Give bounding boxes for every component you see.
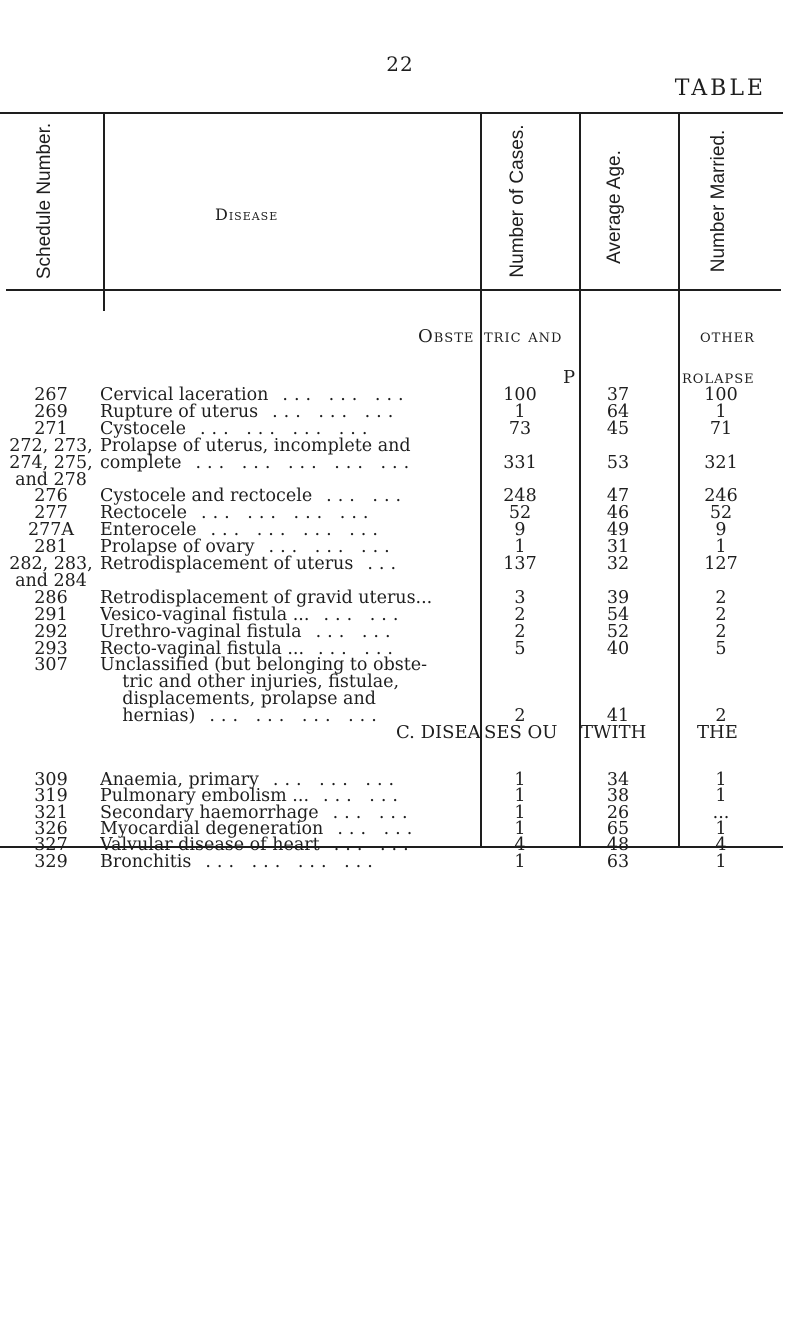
case-count: 331: [503, 452, 537, 473]
average-age: 32: [606, 554, 630, 574]
schedule-number: 307: [34, 655, 68, 676]
case-count: 1: [514, 786, 526, 807]
disease-text: Valvular disease of heart: [100, 835, 320, 856]
schedule-number: 291: [34, 604, 68, 625]
dot-leader: ... ...: [315, 621, 397, 642]
dot-leader: ... ... ...: [282, 385, 410, 405]
schedule-number: 319: [34, 786, 68, 807]
average-age: 46: [606, 503, 630, 524]
column-header-age: Average Age.: [604, 150, 625, 264]
average-age: 37: [606, 385, 630, 405]
married-count: 2: [715, 587, 727, 608]
dot-leader: ... ... ... ...: [205, 851, 379, 872]
dot-leader: ... ...: [332, 802, 414, 823]
case-count: 1: [514, 770, 526, 790]
column-header-disease: Disease: [215, 205, 279, 224]
header-rule: [6, 289, 781, 291]
disease-text: Recto-vaginal fistula ...: [100, 638, 305, 659]
case-count: 100: [503, 385, 537, 405]
schedule-number: 281: [34, 537, 68, 558]
section-heading-part: Obste: [418, 326, 475, 347]
disease-text: Secondary haemorrhage: [100, 802, 319, 823]
case-count: 4: [514, 835, 526, 856]
average-age: 39: [606, 587, 630, 608]
section-heading-part: SES OU: [484, 722, 558, 743]
column-header-schedule: Schedule Number.: [34, 122, 55, 280]
disease-text: Prolapse of uterus, incomplete and: [100, 435, 411, 456]
schedule-number: 309: [34, 770, 68, 790]
dot-leader: ... ...: [323, 604, 405, 625]
disease-text: hernias): [100, 706, 196, 727]
disease-text: displacements, prolapse and: [100, 689, 376, 710]
case-count: 5: [514, 638, 526, 659]
average-age: 26: [606, 802, 630, 823]
disease-text: Urethro-vaginal fistula: [100, 621, 302, 642]
average-age: 47: [606, 486, 630, 507]
dot-leader: ... ... ... ...: [209, 706, 383, 727]
average-age: 41: [606, 706, 630, 727]
case-count: 248: [503, 486, 537, 507]
case-count: 73: [508, 418, 532, 439]
schedule-number: and 278: [15, 469, 87, 490]
section-heading-part: TWITH: [581, 722, 647, 743]
disease-text: Myocardial degeneration: [100, 818, 324, 839]
case-count: 3: [514, 587, 526, 608]
section-heading-part: rolapse: [682, 367, 755, 388]
average-age: 64: [606, 401, 630, 422]
married-count: 2: [715, 604, 727, 625]
case-count: 1: [514, 851, 526, 872]
married-count: 1: [715, 818, 727, 839]
disease-text: Unclassified (but belonging to obste-: [100, 655, 428, 676]
married-count: ...: [712, 802, 730, 823]
disease-text: Bronchitis: [100, 851, 192, 872]
schedule-number: 327: [34, 835, 68, 856]
schedule-number: 276: [34, 486, 68, 507]
dot-leader: ... ... ... ...: [210, 520, 384, 541]
disease-text: Retrodisplacement of uterus: [100, 554, 354, 574]
case-count: 2: [514, 706, 526, 727]
married-count: 246: [704, 486, 738, 507]
disease-text: complete: [100, 452, 182, 473]
schedule-number: 329: [34, 851, 68, 872]
average-age: 65: [606, 818, 630, 839]
page-number: 22: [386, 52, 414, 76]
married-count: 100: [704, 385, 738, 405]
case-count: 1: [514, 802, 526, 823]
section-heading-part: C. DISEA: [396, 722, 481, 743]
case-count: 1: [514, 401, 526, 422]
disease-text: Vesico-vaginal fistula ...: [100, 604, 310, 625]
schedule-number: 277: [34, 503, 68, 524]
average-age: 54: [606, 604, 630, 625]
disease-text: Enterocele: [100, 520, 197, 541]
section-heading-part: other: [700, 326, 755, 347]
schedule-number: 272, 273,: [9, 435, 93, 456]
dot-leader: ...: [367, 554, 403, 574]
section-heading-part: P: [563, 367, 576, 388]
disease-text: Cystocele: [100, 418, 186, 439]
section-heading-part: THE: [697, 722, 738, 743]
average-age: 31: [606, 537, 630, 558]
disease-text: Retrodisplacement of gravid uterus...: [100, 587, 433, 608]
schedule-number: 293: [34, 638, 68, 659]
average-age: 48: [606, 835, 630, 856]
average-age: 34: [606, 770, 630, 790]
case-count: 52: [508, 503, 532, 524]
average-age: 40: [606, 638, 630, 659]
schedule-number: 282, 283,: [9, 554, 93, 574]
dot-leader: ... ...: [326, 486, 408, 507]
married-count: 321: [704, 452, 738, 473]
dot-leader: ... ...: [337, 818, 419, 839]
married-count: 2: [715, 706, 727, 727]
schedule-number: and 284: [15, 570, 87, 591]
column-divider: [103, 114, 105, 289]
average-age: 45: [606, 418, 630, 439]
case-count: 9: [514, 520, 526, 541]
disease-text: Anaemia, primary: [100, 770, 259, 790]
dot-leader: ... ... ...: [268, 537, 396, 558]
case-count: 2: [514, 621, 526, 642]
dot-leader: ... ...: [323, 786, 404, 807]
column-header-married: Number Married.: [708, 129, 729, 273]
married-count: 4: [715, 835, 727, 856]
average-age: 49: [606, 520, 630, 541]
average-age: 38: [606, 786, 630, 807]
schedule-number: 271: [34, 418, 68, 439]
section-heading-part: tric and: [484, 326, 563, 347]
schedule-number: 292: [34, 621, 68, 642]
schedule-number: 269: [34, 401, 68, 422]
schedule-number: 326: [34, 818, 68, 839]
average-age: 53: [606, 452, 630, 473]
dot-leader: ... ...: [318, 638, 399, 659]
column-divider: [103, 291, 105, 311]
schedule-number: 277A: [27, 520, 75, 541]
average-age: 52: [606, 621, 630, 642]
schedule-number: 321: [34, 802, 68, 823]
disease-text: Cervical laceration: [100, 385, 269, 405]
case-count: 1: [514, 818, 526, 839]
married-count: 5: [715, 638, 727, 659]
average-age: 63: [606, 851, 630, 872]
table-row: [0, 852, 800, 874]
case-count: 1: [514, 537, 526, 558]
disease-text: Rupture of uterus: [100, 401, 259, 422]
case-count: 137: [503, 554, 537, 574]
table-heading: TABLE: [674, 76, 766, 101]
married-count: 1: [715, 851, 727, 872]
married-count: 127: [704, 554, 738, 574]
disease-text: Rectocele: [100, 503, 188, 524]
married-count: 1: [715, 401, 727, 422]
dot-leader: ... ... ... ...: [201, 503, 375, 524]
married-count: 1: [715, 770, 727, 790]
case-count: 2: [514, 604, 526, 625]
dot-leader: ... ... ...: [272, 770, 401, 790]
married-count: 9: [715, 520, 727, 541]
disease-text: Cystocele and rectocele: [100, 486, 313, 507]
married-count: 71: [709, 418, 733, 439]
disease-text: tric and other injuries, fistulae,: [100, 672, 400, 693]
column-header-cases: Number of Cases.: [507, 124, 528, 278]
dot-leader: ... ... ... ...: [199, 418, 374, 439]
disease-text: Pulmonary embolism ...: [100, 786, 310, 807]
disease-name: [100, 852, 515, 872]
dot-leader: ... ...: [333, 835, 415, 856]
dot-leader: ... ... ... ... ...: [195, 452, 416, 473]
married-count: 2: [715, 621, 727, 642]
married-count: 1: [715, 786, 727, 807]
schedule-number: 274, 275,: [9, 452, 93, 473]
top-rule: [0, 112, 783, 114]
disease-text: Prolapse of ovary: [100, 537, 255, 558]
married-count: 52: [709, 503, 733, 524]
schedule-number: 286: [34, 587, 68, 608]
married-count: 1: [715, 537, 727, 558]
dot-leader: ... ... ...: [272, 401, 400, 422]
schedule-number: 267: [34, 385, 68, 405]
